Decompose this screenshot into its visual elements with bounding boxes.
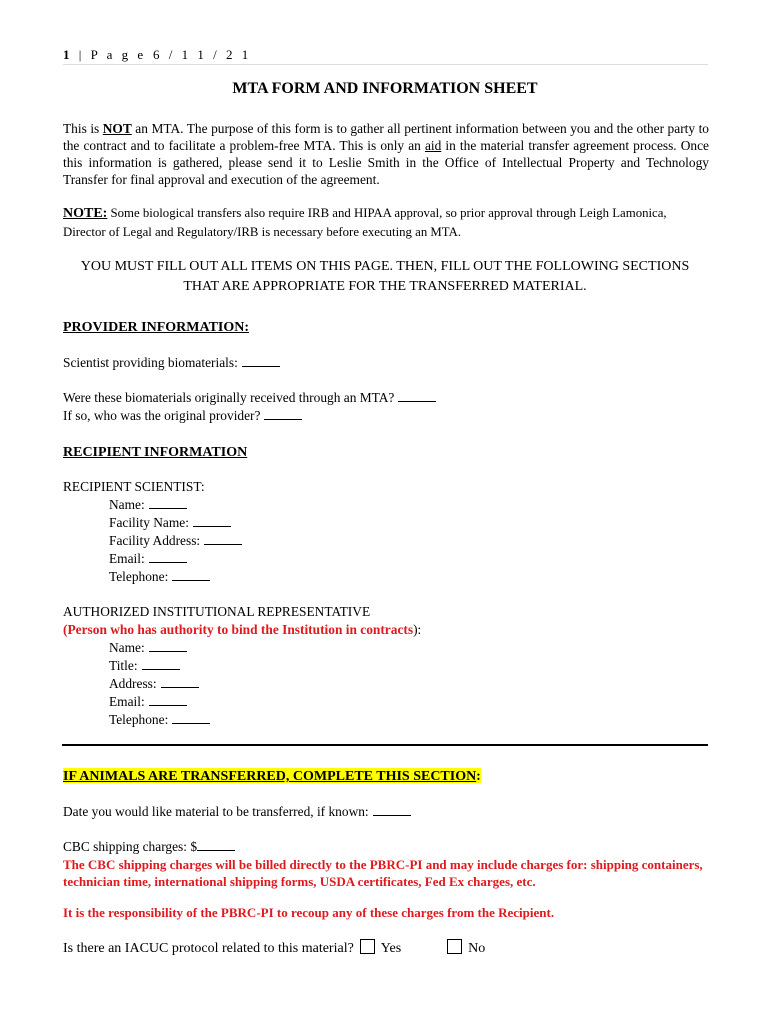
recipient-telephone-label: Telephone: (109, 569, 169, 584)
received-mta-label: Were these biomaterials originally received through an MTA? (63, 390, 395, 405)
provider-heading (63, 318, 709, 336)
note-text: Some biological transfers also require IRB and HIPAA approval, so prior approval through Leigh Lamonica, Director of Legal and Regulatory/IRB is necessary before executing an MTA. (63, 206, 667, 239)
transfer-date-row (63, 803, 709, 820)
rep-paren-close: ): (413, 622, 422, 637)
rep-address-field[interactable] (161, 686, 199, 688)
original-provider-row (63, 407, 709, 424)
iacuc-row (63, 939, 709, 957)
rep-name-label: Name: (109, 640, 145, 655)
cbc-charges-label: CBC shipping charges: $ (63, 839, 198, 854)
provider-scientist-label: Scientist providing biomaterials: (63, 355, 238, 370)
recipient-email-row (63, 550, 755, 567)
recipient-name-label: Name: (109, 497, 145, 512)
rep-telephone-field[interactable] (172, 722, 210, 724)
intro-aid: aid (424, 138, 442, 153)
provider-mta-row (63, 389, 709, 406)
page-number: 1 (63, 47, 73, 62)
note-label: NOTE: (63, 206, 108, 221)
facility-address-row (63, 532, 755, 549)
recipient-heading-text: RECIPIENT INFORMATION (63, 445, 248, 460)
recipient-name-field[interactable] (149, 507, 187, 509)
facility-name-label: Facility Name: (109, 515, 189, 530)
animals-heading-colon: : (476, 768, 481, 783)
header-divider (63, 64, 708, 65)
rep-title-row (63, 657, 755, 674)
rep-address-label: Address: (109, 676, 157, 691)
recipient-name-row (63, 496, 755, 513)
intro-text-c: in the material transfer agreement process. Once this information is gathered, please send it to Leslie Smith in the Office of Intellectual Property and Technology Transfer for final approval and execution of the agreement. (63, 138, 709, 187)
provider-heading-text: PROVIDER INFORMATION: (63, 320, 250, 335)
header-date: 6 / 1 1 / 2 1 (153, 47, 252, 62)
intro-not: NOT (102, 121, 132, 136)
iacuc-no-checkbox[interactable] (447, 939, 462, 954)
recipient-telephone-field[interactable] (172, 579, 210, 581)
rep-telephone-label: Telephone: (109, 712, 169, 727)
iacuc-yes-label: Yes (380, 941, 402, 956)
original-provider-label: If so, who was the original provider? (63, 408, 261, 423)
rep-name-row (63, 639, 755, 656)
recipient-scientist-label: RECIPIENT SCIENTIST: (63, 479, 205, 494)
provider-scientist-row (63, 354, 709, 371)
rep-note-row (63, 621, 709, 638)
recipient-email-label: Email: (109, 551, 145, 566)
rep-email-label: Email: (109, 694, 145, 709)
facility-name-field[interactable] (193, 525, 231, 527)
responsibility-note: It is the responsibility of the PBRC-PI to recoup any of these charges from the Recipient. (63, 905, 555, 920)
animals-heading (63, 767, 709, 785)
facility-name-row (63, 514, 755, 531)
iacuc-question: Is there an IACUC protocol related to this material? (63, 941, 354, 956)
iacuc-no-label: No (468, 941, 486, 956)
rep-email-row (63, 693, 755, 710)
recipient-heading (63, 443, 709, 461)
rep-note: Person who has authority to bind the Institution in contracts (67, 622, 414, 637)
transfer-date-label: Date you would like material to be transferred, if known: (63, 804, 369, 819)
page-label: | P a g e (78, 47, 147, 62)
intro-text-a: This is (63, 121, 103, 136)
rep-title-label: Title: (109, 658, 138, 673)
rep-name-field[interactable] (149, 650, 187, 652)
page-title: MTA FORM AND INFORMATION SHEET (232, 80, 538, 97)
rep-title-field[interactable] (142, 668, 180, 670)
facility-address-field[interactable] (204, 543, 242, 545)
original-provider-field[interactable] (264, 418, 302, 420)
section-divider (62, 744, 708, 746)
intro-text-b: an MTA. The purpose of this form is to gather all pertinent information between you and the other party to the contract and to facilitate a problem-free MTA. This is only an (63, 121, 709, 153)
cbc-charges-field[interactable] (197, 849, 235, 851)
recipient-email-field[interactable] (149, 561, 187, 563)
rep-telephone-row (63, 711, 755, 728)
cbc-charges-row (63, 838, 709, 855)
page-header (63, 47, 252, 63)
facility-address-label: Facility Address: (109, 533, 201, 548)
rep-address-row (63, 675, 755, 692)
cbc-note: The CBC shipping charges will be billed directly to the PBRC-PI and may include charges for: shipping containers, technician time, international shipping forms, USDA certificates, Fed Ex charges, etc. (63, 857, 703, 889)
provider-scientist-field[interactable] (242, 365, 280, 367)
intro-paragraph (63, 120, 709, 188)
recipient-telephone-row (63, 568, 755, 585)
instruction-text: YOU MUST FILL OUT ALL ITEMS ON THIS PAGE. THEN, FILL OUT THE FOLLOWING SECTIONS THAT ARE APPROPRIATE FOR THE TRANSFERRED MATERIAL. (80, 259, 690, 294)
note-paragraph (63, 204, 709, 241)
animals-heading-text: IF ANIMALS ARE TRANSFERRED, COMPLETE THIS SECTION (63, 769, 477, 784)
rep-paren-open: ( (63, 622, 68, 637)
transfer-date-field[interactable] (373, 814, 411, 816)
rep-heading: AUTHORIZED INSTITUTIONAL REPRESENTATIVE (63, 604, 371, 619)
iacuc-yes-checkbox[interactable] (360, 939, 375, 954)
received-mta-field[interactable] (398, 400, 436, 402)
rep-email-field[interactable] (149, 704, 187, 706)
